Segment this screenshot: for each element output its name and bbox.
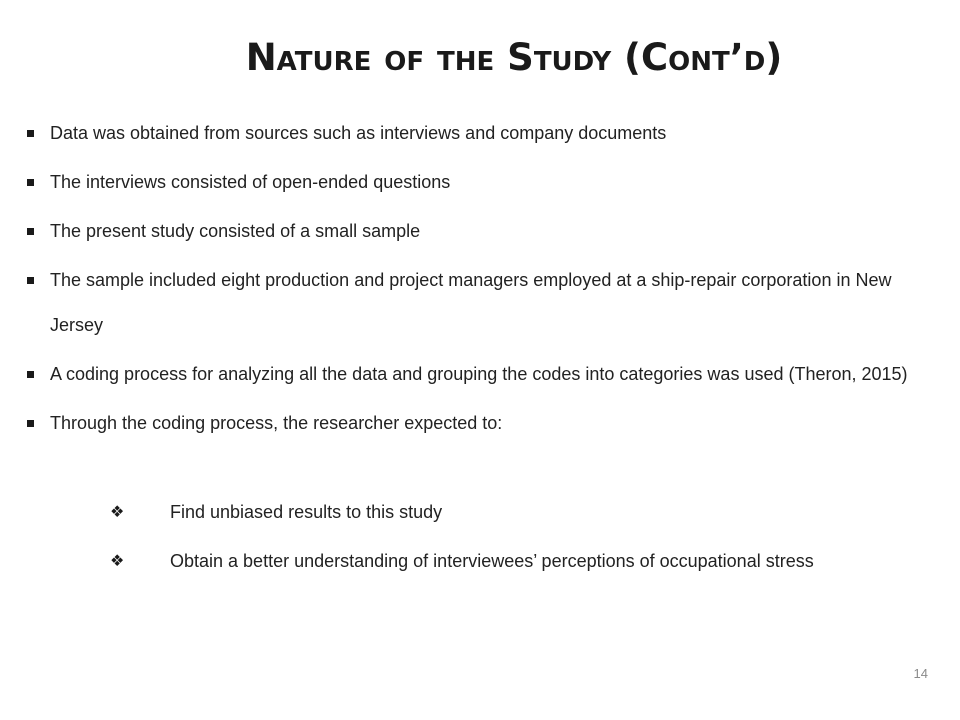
sub-bullet-list — [110, 490, 910, 588]
bullet-text: The sample included eight production and project managers employed at a ship-repair corporation in New Jersey — [50, 270, 892, 335]
bullet-text: Data was obtained from sources such as interviews and company documents — [50, 123, 667, 143]
slide-title: Nature of the Study (Cont’d) — [245, 36, 783, 79]
bullet-text: Through the coding process, the researcher expected to: — [50, 413, 503, 433]
bullet-item — [24, 111, 934, 156]
page-number: 14 — [913, 666, 928, 681]
square-bullet-icon — [27, 130, 34, 137]
bullet-list — [24, 111, 934, 450]
bullet-item — [24, 160, 934, 205]
square-bullet-icon — [27, 179, 34, 186]
bullet-item — [24, 352, 934, 397]
bullet-item — [24, 258, 934, 348]
bullet-text: The present study consisted of a small sample — [50, 221, 421, 241]
sub-bullet-text: Find unbiased results to this study — [170, 502, 443, 522]
diamond-dots-icon: ❖ — [110, 553, 125, 570]
sub-bullet-text: Obtain a better understanding of interviewees’ perceptions of occupational stress — [170, 551, 814, 571]
bullet-text: A coding process for analyzing all the data and grouping the codes into categories was used (Theron, 2015) — [50, 364, 908, 384]
bullet-item — [24, 401, 934, 446]
square-bullet-icon — [27, 228, 34, 235]
bullet-text: The interviews consisted of open-ended questions — [50, 172, 451, 192]
square-bullet-icon — [27, 371, 34, 378]
square-bullet-icon — [27, 420, 34, 427]
sub-bullet-item — [110, 539, 910, 584]
diamond-dots-icon: ❖ — [110, 504, 125, 521]
sub-bullet-item — [110, 490, 910, 535]
square-bullet-icon — [27, 277, 34, 284]
bullet-item — [24, 209, 934, 254]
